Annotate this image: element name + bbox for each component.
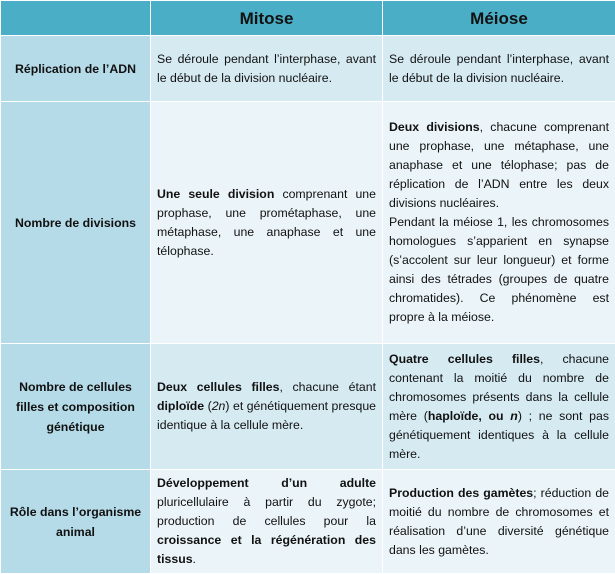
cell-meiose-role xyxy=(383,470,615,574)
cell-italic-text: 2n xyxy=(212,399,226,413)
header-empty-cell xyxy=(1,1,151,36)
cell-text: pluricellulaire à partir du zygote; production de cellules pour la xyxy=(157,495,376,528)
cell-text: ) et génétiquement presque identique à la cellule mère. xyxy=(157,399,376,432)
cell-bold-text: Deux divisions xyxy=(389,120,480,134)
row-label-role: Rôle dans l’organisme animal xyxy=(1,470,151,574)
header-row xyxy=(1,1,615,36)
row-label-replication: Réplication de l’ADN xyxy=(1,36,151,102)
cell-text: comprenant une prophase, une prométaphase, une métaphase, une anaphase et une télophase. xyxy=(157,187,376,258)
cell-bold-text: Production des gamètes xyxy=(389,486,533,500)
cell-bold-text: Deux cellules filles xyxy=(157,380,279,394)
cell-bold-text: croissance et la régénération des tissus xyxy=(157,533,376,566)
table-row-replication xyxy=(1,36,615,102)
cell-text: , chacune comprenant une prophase, une métaphase, une anaphase et une télophase; pas de réplication de l’ADN entre les deux divisions nucléaires. xyxy=(389,120,609,210)
header-meiose: Méiose xyxy=(383,1,615,36)
cell-bold-text: Développement d’un adulte xyxy=(157,476,376,490)
row-label-divisions: Nombre de divisions xyxy=(1,102,151,344)
table-row-divisions xyxy=(1,102,615,344)
cell-text: . xyxy=(193,552,196,566)
cell-mitose-divisions xyxy=(151,102,383,344)
cell-meiose-divisions xyxy=(383,102,615,344)
cell-mitose-replication xyxy=(151,36,383,102)
cell-meiose-replication xyxy=(383,36,615,102)
cell-meiose-daughter-cells xyxy=(383,344,615,470)
cell-text: ) ; ne sont pas génétiquement identiques à la cellule mère. xyxy=(389,409,609,461)
cell-mitose-role xyxy=(151,470,383,574)
cell-bold-text: Quatre cellules filles xyxy=(389,352,540,366)
cell-text: ( xyxy=(204,399,212,413)
cell-text: ; réduction de moitié du nombre de chromosomes et réalisation d’une diversité génétique dans les gamètes. xyxy=(389,486,609,557)
cell-text: Se déroule pendant l’interphase, avant le début de la division nucléaire. xyxy=(389,52,609,85)
cell-text: , chacune étant xyxy=(279,380,376,394)
cell-italic-text: n xyxy=(510,409,518,423)
table-row-daughter-cells xyxy=(1,344,615,470)
cell-bold-text: diploïde xyxy=(157,399,204,413)
cell-text: Se déroule pendant l’interphase, avant le début de la division nucléaire. xyxy=(157,52,376,85)
header-mitose: Mitose xyxy=(151,1,383,36)
cell-bold-text: haploïde, ou xyxy=(428,409,510,423)
row-label-daughter-cells: Nombre de cellules filles et composition génétique xyxy=(1,344,151,470)
cell-text: , chacune contenant la moitié du nombre de chromosomes présents dans la cellule mère ( xyxy=(389,352,609,423)
cell-text: Pendant la méiose 1, les chromosomes homologues s’apparient en synapse (s’accolent sur leur longueur) et forme ainsi des tétrades (groupes de quatre chromatides). Ce phénomène est propre à la méiose. xyxy=(389,215,609,324)
cell-mitose-daughter-cells xyxy=(151,344,383,470)
cell-bold-text: Une seule division xyxy=(157,187,274,201)
table-row-role xyxy=(1,470,615,574)
